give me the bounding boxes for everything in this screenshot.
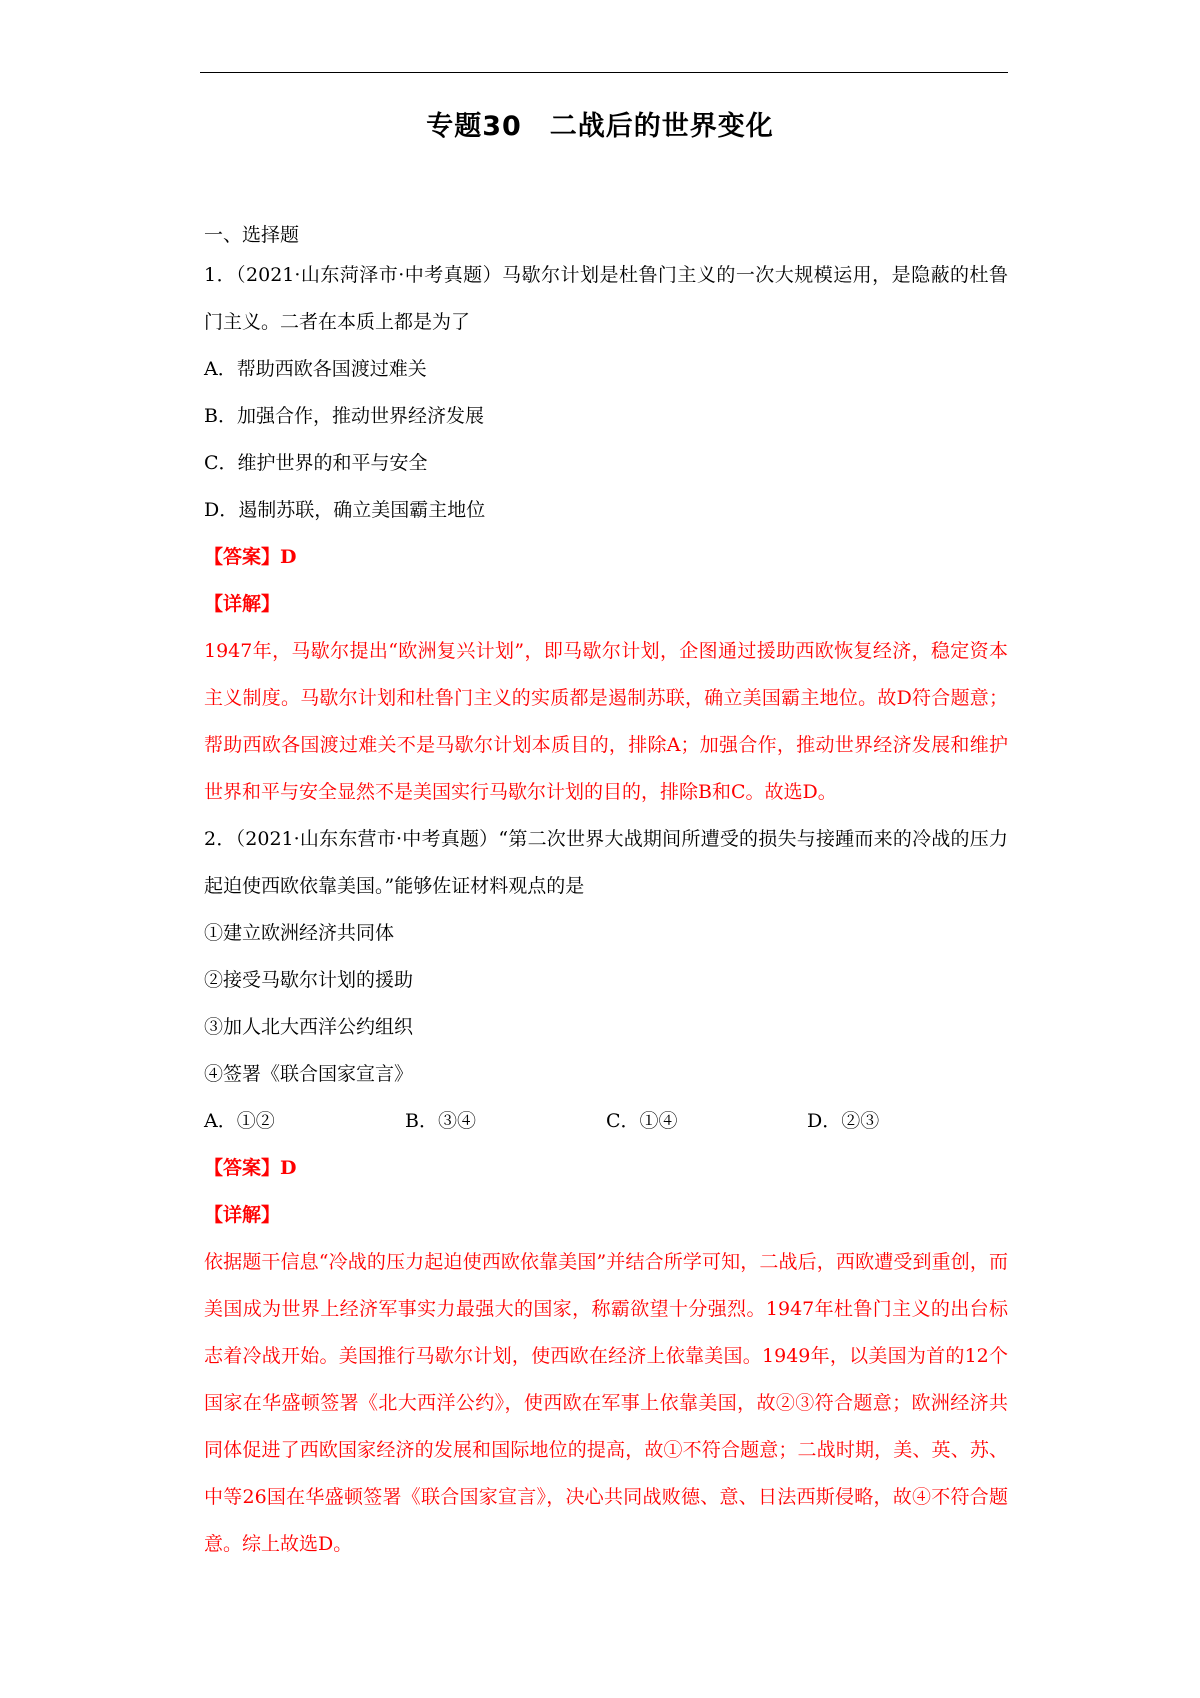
header-rule [200, 72, 1008, 73]
option-c: C．①④ [606, 1110, 678, 1132]
option-c: C．维护世界的和平与安全 [204, 452, 428, 474]
statement-item-1: ①建立欧洲经济共同体 [204, 922, 395, 944]
statement-item-2: ②接受马歇尔计划的援助 [204, 969, 414, 991]
detail-label: 【详解】 [204, 593, 281, 615]
question-2 [204, 816, 1008, 1568]
answer-label: 【答案】D [204, 1157, 297, 1179]
section-heading: 一、选择题 [204, 224, 300, 246]
document-body [204, 218, 1008, 1568]
option-a: A．帮助西欧各国渡过难关 [204, 358, 427, 380]
page-title: 专题30 二战后的世界变化 [426, 111, 774, 142]
option-d: D．②③ [807, 1110, 880, 1132]
question-1 [204, 252, 1008, 816]
question-stem: 2．（2021·山东东营市·中考真题）“第二次世界大战期间所遭受的损失与接踵而来的冷战的压力起迫使西欧依靠美国。”能够佐证材料观点的是 [204, 828, 1008, 897]
answer-label: 【答案】D [204, 546, 297, 568]
statement-item-4: ④签署《联合国家宣言》 [204, 1063, 414, 1085]
explanation-text: 1947年，马歇尔提出“欧洲复兴计划”，即马歇尔计划，企图通过援助西欧恢复经济，稳定资本主义制度。马歇尔计划和杜鲁门主义的实质都是遏制苏联，确立美国霸主地位。故D符合题意；帮助西欧各国渡过难关不是马歇尔计划本质目的，排除A；加强合作，推动世界经济发展和维护世界和平与安全显然不是美国实行马歇尔计划的目的，排除B和C。故选D。 [204, 640, 1008, 803]
options-row [204, 1098, 1008, 1145]
detail-label: 【详解】 [204, 1204, 281, 1226]
statement-item-3: ③加人北大西洋公约组织 [204, 1016, 414, 1038]
question-stem: 1．（2021·山东菏泽市·中考真题）马歇尔计划是杜鲁门主义的一次大规模运用，是隐蔽的杜鲁门主义。二者在本质上都是为了 [204, 264, 1008, 333]
option-a: A．①② [204, 1110, 275, 1132]
option-d: D．遏制苏联，确立美国霸主地位 [204, 499, 486, 521]
option-b: B．加强合作，推动世界经济发展 [204, 405, 484, 427]
explanation-text: 依据题干信息“冷战的压力起迫使西欧依靠美国”并结合所学可知，二战后，西欧遭受到重创，而美国成为世界上经济军事实力最强大的国家，称霸欲望十分强烈。1947年杜鲁门主义的出台标志着冷战开始。美国推行马歇尔计划，使西欧在经济上依靠美国。1949年，以美国为首的12个国家在华盛顿签署《北大西洋公约》，使西欧在军事上依靠美国，故②③符合题意；欧洲经济共同体促进了西欧国家经济的发展和国际地位的提高，故①不符合题意；二战时期，美、英、苏、中等26国在华盛顿签署《联合国家宣言》，决心共同战败德、意、日法西斯侵略，故④不符合题意。综上故选D。 [204, 1251, 1008, 1555]
option-b: B．③④ [405, 1110, 476, 1132]
